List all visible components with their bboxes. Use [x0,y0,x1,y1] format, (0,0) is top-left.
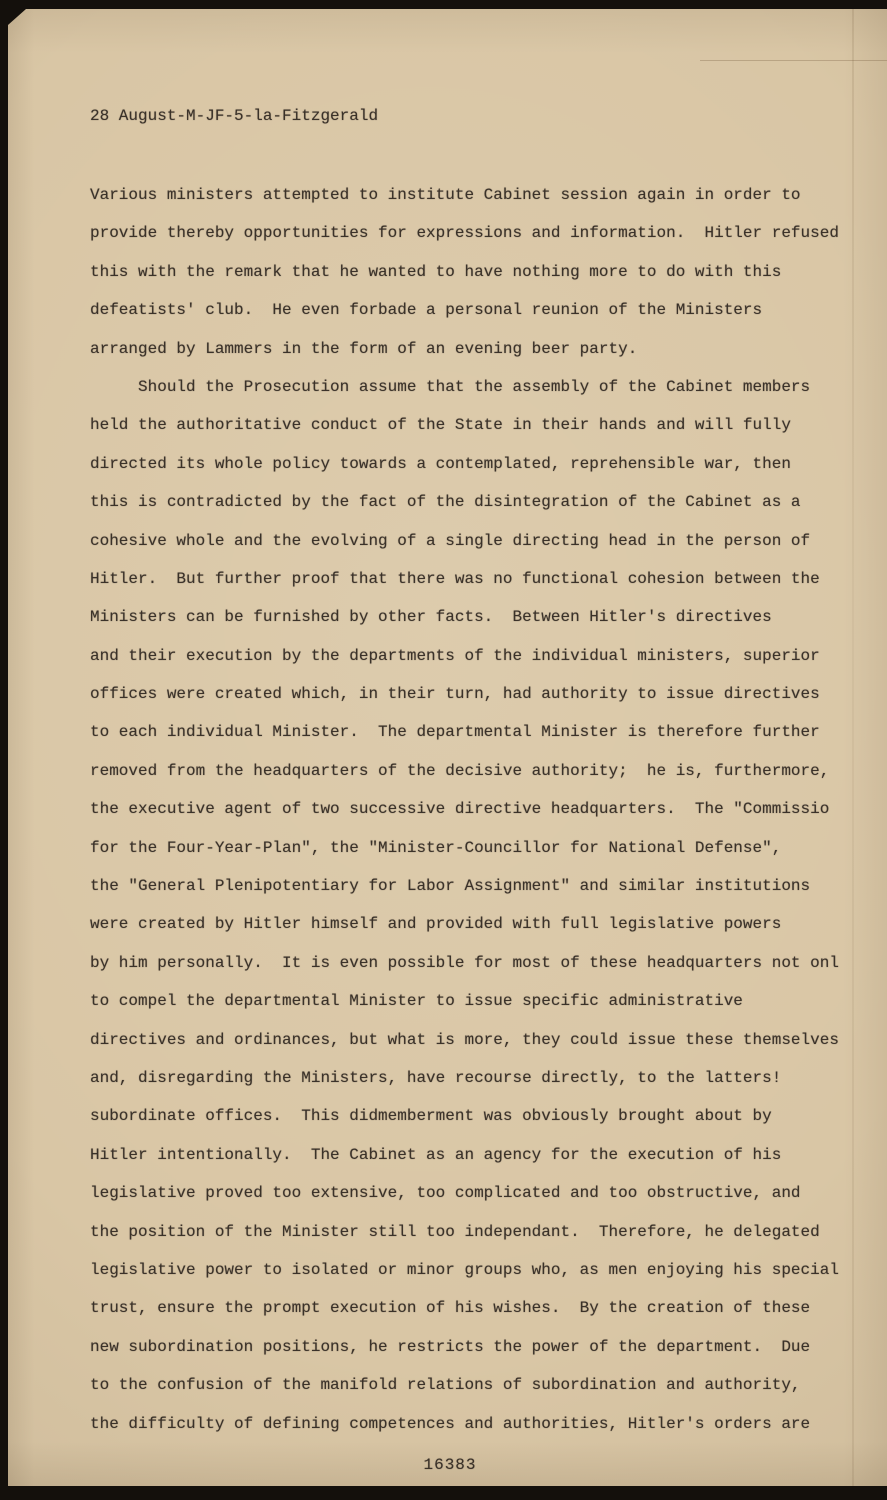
typed-line: the "General Plenipotentiary for Labor Assignment" and similar institutions [90,877,811,896]
typed-line: to compel the departmental Minister to issue specific administrative [90,992,743,1011]
typed-line: legislative power to isolated or minor groups who, as men enjoying his special [90,1260,839,1279]
typed-line: the difficulty of defining competences and authorities, Hitler's orders are [90,1414,811,1433]
typed-line: this with the remark that he wanted to have nothing more to do with this [90,262,782,281]
typed-line: Various ministers attempted to institute Cabinet session again in order to [90,186,801,204]
typed-line: this is contradicted by the fact of the disintegration of the Cabinet as a [90,493,801,512]
typed-line: the position of the Minister still too independant. Therefore, he delegated [90,1222,820,1241]
typed-line: Should the Prosecution assume that the assembly of the Cabinet members [90,377,811,396]
typed-line: subordinate offices. This didmemberment was obviously brought about by [90,1107,772,1126]
typed-line: Ministers can be furnished by other facts. Between Hitler's directives [90,608,772,627]
typed-line: held the authoritative conduct of the State in their hands and will fully [90,416,791,435]
typed-line: legislative proved too extensive, too complicated and too obstructive, and [90,1184,801,1203]
typed-line: Hitler. But further proof that there was no functional cohesion between the [90,569,820,588]
typed-line: Hitler intentionally. The Cabinet as an agency for the execution of his [90,1145,782,1164]
page-number: 16383 [423,1456,477,1474]
typed-line: directives and ordinances, but what is more, they could issue these themselves [90,1030,839,1049]
document-body [90,176,880,1443]
typed-line: for the Four-Year-Plan", the "Minister-Councillor for National Defense", [90,838,782,857]
typed-line: defeatists' club. He even forbade a personal reunion of the Ministers [90,301,763,320]
typed-line: provide thereby opportunities for expressions and information. Hitler refused [90,224,839,243]
typed-line: the executive agent of two successive directive headquarters. The "Commissio [90,800,830,819]
typed-line: directed its whole policy towards a contemplated, reprehensible war, then [90,454,791,473]
typed-line: to the confusion of the manifold relations of subordination and authority, [90,1376,801,1395]
typed-line: to each individual Minister. The departmental Minister is therefore further [90,723,820,742]
typed-line: and their execution by the departments of the individual ministers, superior [90,646,820,665]
typed-line: cohesive whole and the evolving of a single directing head in the person of [90,531,811,550]
typed-line: offices were created which, in their turn, had authority to issue directives [90,685,820,704]
typed-line: trust, ensure the prompt execution of his wishes. By the creation of these [90,1299,811,1318]
typed-line: were created by Hitler himself and provided with full legislative powers [90,915,782,934]
typed-line: new subordination positions, he restricts the power of the department. Due [90,1337,811,1356]
typed-line: by him personally. It is even possible for most of these headquarters not onl [90,953,839,972]
document-header: 28 August-M-JF-5-la-Fitzgerald [90,107,379,125]
typed-line: removed from the headquarters of the decisive authority; he is, furthermore, [90,761,830,780]
paper-crease-horizontal [700,60,887,61]
typed-line: and, disregarding the Ministers, have recourse directly, to the latters! [90,1068,782,1087]
typed-line: arranged by Lammers in the form of an evening beer party. [90,339,638,358]
